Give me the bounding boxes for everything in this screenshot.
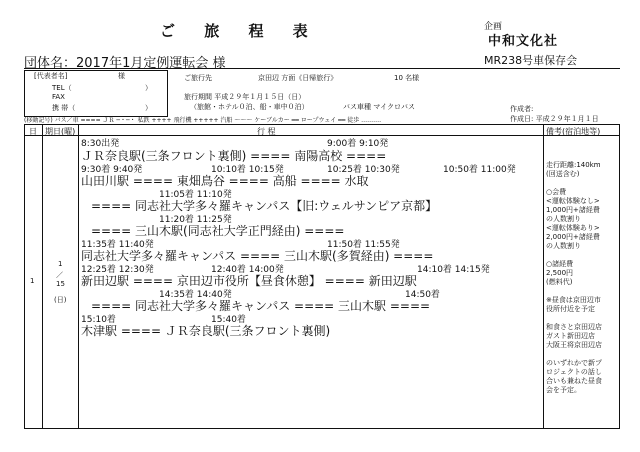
note-line xyxy=(546,179,614,188)
note-line: (燃料代) xyxy=(546,278,573,286)
itinerary-table xyxy=(24,124,620,429)
time-line: 11:35着 11:40発 xyxy=(81,240,154,250)
note-line: 会を予定。 xyxy=(546,386,581,394)
note-line: の人数割り xyxy=(546,242,581,250)
col-divider xyxy=(543,125,544,428)
note-line: の人数割り xyxy=(546,215,581,223)
destination: 京田辺 方面《日帰旅行》 xyxy=(258,74,338,82)
destination-label: ご旅行先 xyxy=(184,74,212,82)
rep-suffix: 様 xyxy=(118,72,125,80)
rep-label: [代表者名] xyxy=(34,72,68,80)
note-line: ○諸経費 xyxy=(546,260,574,268)
day-number: 1 xyxy=(30,277,35,285)
org-label: 企画 xyxy=(484,22,503,32)
tel-close: ） xyxy=(145,84,152,92)
time-line: 9:00着 9:10発 xyxy=(327,139,389,149)
note-line xyxy=(546,350,614,359)
note-line: 大阪王将京田辺店 xyxy=(546,341,602,349)
col-header-itinerary: 行 程 xyxy=(257,127,276,136)
col-divider xyxy=(42,125,43,428)
time-line: 10:25着 10:30発 xyxy=(327,165,400,175)
trip-period: 旅行期間 平成２９年１月１５日（日） xyxy=(184,93,306,101)
org-name: 中和文化社 xyxy=(488,34,559,49)
col-header-date: 期日(曜) xyxy=(45,127,76,136)
note-line: 2,500円 xyxy=(546,269,574,277)
route-line: ＪＲ奈良駅(三条フロント裏側) ==== 南陽高校 ==== xyxy=(81,149,387,163)
date-day: 15 xyxy=(56,280,65,288)
mobile-close: ） xyxy=(145,104,152,112)
created-date: 作成日: 平成２９年１月１日 xyxy=(510,115,599,123)
note-line: 合いも兼ねた昼食 xyxy=(546,377,602,385)
time-line: 11:50着 11:55発 xyxy=(327,240,400,250)
tel-label: TEL（ xyxy=(52,84,72,92)
time-line: 11:05着 11:10発 xyxy=(159,190,232,200)
time-line: 12:25着 12:30発 xyxy=(81,265,154,275)
note-line xyxy=(546,314,614,323)
route-line: ==== 同志社大学多々羅キャンパス ==== 三山木駅 ==== xyxy=(91,299,431,313)
route-line: ==== 三山木駅(同志社大学正門経由) ==== xyxy=(91,224,345,238)
fax-label: FAX xyxy=(52,93,65,101)
time-line: 14:50着 xyxy=(405,290,440,300)
note-line: 2,000円+諸経費 xyxy=(546,233,600,241)
time-line: 14:35着 14:40発 xyxy=(159,290,232,300)
col-divider xyxy=(78,125,79,428)
note-line: ロジェクトの話し xyxy=(546,368,602,376)
header-rule xyxy=(24,68,620,69)
note-line: ○会費 xyxy=(546,188,567,196)
time-line: 12:40着 14:00発 xyxy=(211,265,284,275)
note-line: <運転体験なし> xyxy=(546,197,600,205)
note-line: ※昼食は京田辺市 xyxy=(546,296,601,304)
route-line: 山田川駅 ==== 東畑鳥谷 ==== 高船 ==== 水取 xyxy=(81,174,369,188)
note-line xyxy=(546,287,614,296)
time-line: 9:30着 9:40発 xyxy=(81,165,143,175)
time-line: 15:10着 xyxy=(81,315,116,325)
creator-label: 作成者: xyxy=(510,105,534,113)
note-line: 走行距離:140km xyxy=(546,161,601,169)
col-header-notes: 備考(宿泊地等) xyxy=(546,127,601,136)
time-line: 8:30出発 xyxy=(81,139,120,149)
note-line: <運転体験あり> xyxy=(546,224,600,232)
bus-type: バス車種 マイクロバス xyxy=(343,103,415,111)
note-line: 役所付近を予定 xyxy=(546,305,595,313)
transport-legend: (移動記号) バス／車 ==== ＪＲ ─・─・ 私鉄 ++++ 飛行機 +++++ 汽船 ～～～ ケーブルカー ━━ ロープウェイ ━━ 徒歩 ‥‥‥‥‥ xyxy=(24,117,382,124)
date-slash: ／ xyxy=(56,271,63,279)
pax: 10 名様 xyxy=(394,74,420,82)
note-line: (回送含む) xyxy=(546,170,580,178)
trip-lodging: （旅館・ホテル０泊、船・車中０泊） xyxy=(190,103,309,111)
time-line: 10:50着 11:00発 xyxy=(443,165,516,175)
col-header-day: 日 xyxy=(29,127,37,136)
time-line: 11:20着 11:25発 xyxy=(159,215,232,225)
time-line: 10:10着 10:15発 xyxy=(211,165,284,175)
route-line: 同志社大学多々羅キャンパス ==== 三山木駅(多賀経由) ==== xyxy=(81,249,434,263)
note-line: 1,000円+諸経費 xyxy=(546,206,600,214)
note-line: ガスト新田辺店 xyxy=(546,332,595,340)
page-title: ご 旅 程 表 xyxy=(160,22,320,40)
note-line xyxy=(546,251,614,260)
org-dept: MR238号車保存会 xyxy=(484,54,578,67)
note-line: 和食さと京田辺店 xyxy=(546,323,602,331)
note-line: のいずれかで新プ xyxy=(546,359,602,367)
route-line: 新田辺駅 ==== 京田辺市役所【昼食休憩】 ==== 新田辺駅 xyxy=(81,274,417,288)
date-weekday: (日) xyxy=(54,296,67,304)
group-name: 団体名：2017年1月定例運転会 様 xyxy=(24,56,226,71)
route-line: ==== 同志社大学多々羅キャンパス【旧:ウェルサンピア京都】 xyxy=(91,199,438,213)
notes-list xyxy=(546,161,614,395)
time-line: 15:40着 xyxy=(211,315,246,325)
time-line: 14:10着 14:15発 xyxy=(417,265,490,275)
mobile-label: 携 帯（ xyxy=(52,104,76,112)
route-line: 木津駅 ==== ＪＲ奈良駅(三条フロント裏側) xyxy=(81,324,331,338)
date-month: 1 xyxy=(58,260,63,268)
